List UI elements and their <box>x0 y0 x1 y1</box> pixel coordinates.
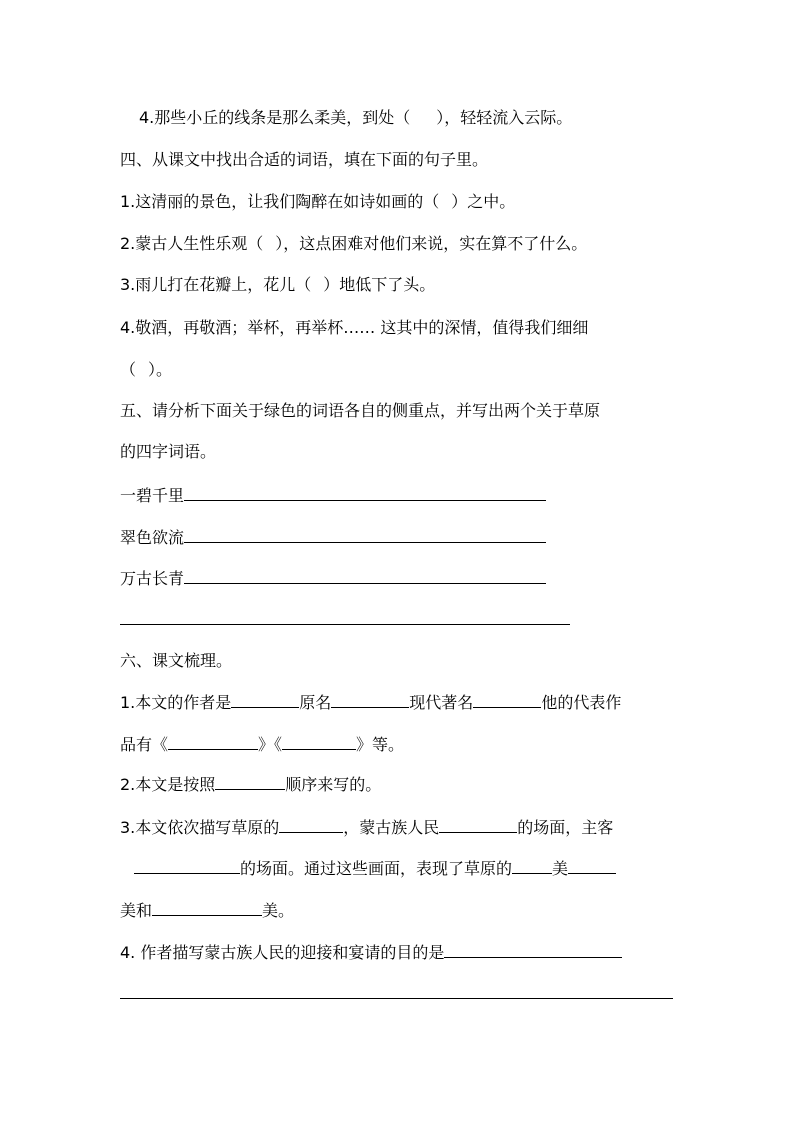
text: ）地低下了头。 <box>323 275 436 294</box>
answer-blank[interactable] <box>279 815 343 833</box>
word-label: 翠色欲流 <box>120 528 185 547</box>
section-6-title: 六、课文梳理。 <box>120 651 233 670</box>
answer-blank[interactable] <box>439 815 517 833</box>
answer-blank[interactable] <box>282 732 356 750</box>
text: 》等。 <box>356 735 405 754</box>
text: 1.这清丽的景色，让我们陶醉在如诗如画的（ <box>120 192 440 211</box>
text: 3.本文依次描写草原的 <box>120 818 280 837</box>
answer-blank[interactable] <box>184 483 546 501</box>
text: ），这点困难对他们来说，实在算不了什么。 <box>275 234 588 253</box>
text: 2.本文是按照 <box>120 775 216 794</box>
text: 原名 <box>299 693 332 712</box>
text: 美。 <box>262 901 295 920</box>
answer-blank[interactable] <box>568 856 616 874</box>
answer-blank[interactable] <box>473 690 541 708</box>
word-row-2 <box>120 525 546 549</box>
section-6-item-1 <box>120 690 621 714</box>
section-6-item-3-line-3 <box>120 898 294 922</box>
exercise-item-4-scenery <box>139 107 572 129</box>
text: ，蒙古族人民 <box>343 818 440 837</box>
text: 4.那些小丘的线条是那么柔美，到处（ <box>139 108 411 127</box>
text: 的场面。通过这些画面，表现了草原的 <box>240 859 513 878</box>
text: 他的代表作 <box>541 693 622 712</box>
text: ），轻轻流入云际。 <box>436 108 573 127</box>
answer-blank[interactable] <box>231 690 299 708</box>
section-6-item-3-line-2 <box>134 856 616 880</box>
answer-line-purpose[interactable] <box>120 998 673 999</box>
answer-blank[interactable] <box>134 856 240 874</box>
answer-blank[interactable] <box>215 772 285 790</box>
answer-blank[interactable] <box>444 940 622 958</box>
answer-line-four-char-words[interactable] <box>120 624 570 625</box>
word-row-1 <box>120 483 546 507</box>
text: 品有《 <box>120 735 169 754</box>
text: ）。 <box>148 360 173 379</box>
section-4-item-2 <box>120 233 587 255</box>
text: 美 <box>552 859 569 878</box>
section-4-item-4-continued <box>120 359 172 381</box>
section-6-item-4 <box>120 940 622 964</box>
word-label: 一碧千里 <box>120 486 185 505</box>
text: 现代著名 <box>409 693 474 712</box>
answer-blank[interactable] <box>512 856 552 874</box>
text: 3.雨儿打在花瓣上，花儿（ <box>120 275 312 294</box>
text: 2.蒙古人生性乐观（ <box>120 234 264 253</box>
text: 1.本文的作者是 <box>120 693 232 712</box>
section-4-item-4: 4.敬酒，再敬酒；举杯，再举杯…… 这其中的深情，值得我们细细 <box>120 318 589 337</box>
text: 4. 作者描写蒙古族人民的迎接和宴请的目的是 <box>120 943 445 962</box>
section-4-title: 四、从课文中找出合适的词语，填在下面的句子里。 <box>120 150 489 169</box>
answer-blank[interactable] <box>184 525 546 543</box>
section-4-item-3 <box>120 274 435 296</box>
section-6-item-3 <box>120 815 613 839</box>
section-4-item-1 <box>120 191 515 213</box>
answer-blank[interactable] <box>152 898 262 916</box>
text: 美和 <box>120 901 153 920</box>
section-6-item-1-continued <box>120 732 404 756</box>
section-6-item-2 <box>120 772 381 796</box>
answer-blank[interactable] <box>168 732 258 750</box>
text: 顺序来写的。 <box>285 775 382 794</box>
answer-blank[interactable] <box>184 566 546 584</box>
text: （ <box>120 360 137 379</box>
text: ）之中。 <box>451 192 516 211</box>
word-row-3 <box>120 566 546 590</box>
answer-blank[interactable] <box>331 690 409 708</box>
text: 》《 <box>258 735 283 754</box>
section-5-title-line-2: 的四字词语。 <box>120 442 217 461</box>
text: 的场面，主客 <box>517 818 614 837</box>
word-label: 万古长青 <box>120 569 185 588</box>
section-5-title-line-1: 五、请分析下面关于绿色的词语各自的侧重点，并写出两个关于草原 <box>120 401 601 420</box>
